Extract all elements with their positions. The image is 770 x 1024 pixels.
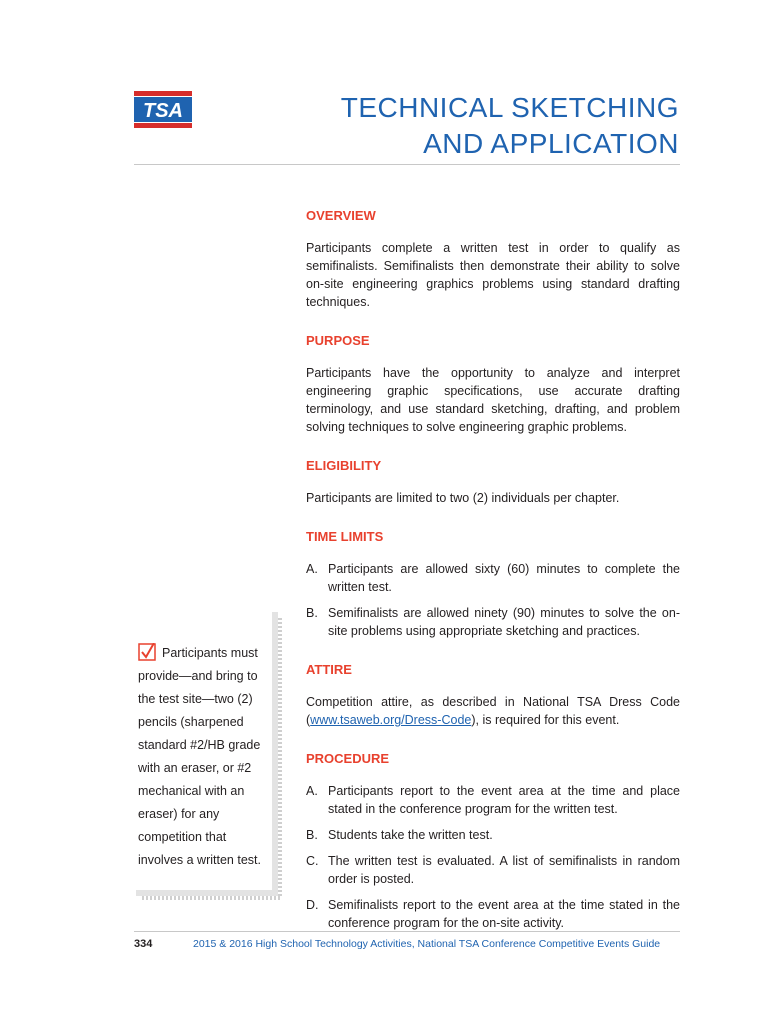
purpose-text: Participants have the opportunity to analyze and interpret engineering graphic specifications, use accurate drafting terminology, and use standard sketching, drafting, and problem solving techniques to solve engineering graphic problems. xyxy=(306,366,680,434)
item-text: Students take the written test. xyxy=(328,828,493,842)
list-item xyxy=(306,604,680,640)
purpose-heading: PURPOSE xyxy=(306,333,370,348)
procedure-list xyxy=(306,782,680,932)
sidebar-note xyxy=(136,612,278,896)
footer-text: 2015 & 2016 High School Technology Activities, National TSA Conference Competitive Events Guide xyxy=(193,938,661,950)
attire-text-after: ), is required for this event. xyxy=(471,713,620,727)
item-letter: B. xyxy=(306,828,318,842)
item-letter: C. xyxy=(306,854,319,868)
item-text: Participants are allowed sixty (60) minutes to complete the written test. xyxy=(328,562,680,594)
item-letter: D. xyxy=(306,898,319,912)
checkbox-icon xyxy=(138,643,156,661)
item-letter: A. xyxy=(306,562,318,576)
item-text: Semifinalists report to the event area at the time stated in the conference program for the on-site activity. xyxy=(328,898,680,930)
time-limits-heading: TIME LIMITS xyxy=(306,529,384,544)
main-content xyxy=(306,208,680,932)
item-text: Semifinalists are allowed ninety (90) minutes to solve the on-site problems using appropriate sketching and practices. xyxy=(328,606,680,638)
page-title xyxy=(341,90,679,162)
footer-divider xyxy=(134,931,680,932)
logo-text: TSA xyxy=(143,100,183,122)
list-item xyxy=(306,896,680,932)
attire-heading: ATTIRE xyxy=(306,662,352,677)
overview-heading: OVERVIEW xyxy=(306,208,376,223)
time-limits-list xyxy=(306,560,680,640)
list-item xyxy=(306,852,680,888)
eligibility-heading: ELIGIBILITY xyxy=(306,458,382,473)
sidebar-text xyxy=(138,642,270,872)
list-item xyxy=(306,826,680,844)
eligibility-text: Participants are limited to two (2) individuals per chapter. xyxy=(306,491,620,505)
list-item xyxy=(306,560,680,596)
title-line-1: TECHNICAL SKETCHING xyxy=(340,92,679,123)
attire-text xyxy=(306,693,680,729)
page-number: 334 xyxy=(134,938,153,950)
attire-text-before: Competition attire, as described in National TSA Dress Code ( xyxy=(306,695,680,727)
overview-text: Participants complete a written test in order to qualify as semifinalists. Semifinalists then demonstrate their ability to solve on-site engineering graphics problems using standard drafting techniques. xyxy=(306,241,680,309)
title-divider xyxy=(134,164,680,165)
dress-code-link[interactable]: www.tsaweb.org/Dress-Code xyxy=(310,713,472,727)
sidebar-note-text: Participants must provide—and bring to the test site—two (2) pencils (sharpened standard #2/HB grade with an eraser, or #2 mechanical with an eraser) for any competition that involves a written test. xyxy=(138,646,261,867)
list-item xyxy=(306,782,680,818)
item-letter: B. xyxy=(306,606,318,620)
title-line-2: AND APPLICATION xyxy=(423,128,679,159)
tsa-logo xyxy=(134,91,192,131)
procedure-heading: PROCEDURE xyxy=(306,751,390,766)
item-text: The written test is evaluated. A list of semifinalists in random order is posted. xyxy=(328,854,680,886)
item-text: Participants report to the event area at the time and place stated in the conference program for the written test. xyxy=(328,784,680,816)
item-letter: A. xyxy=(306,784,318,798)
